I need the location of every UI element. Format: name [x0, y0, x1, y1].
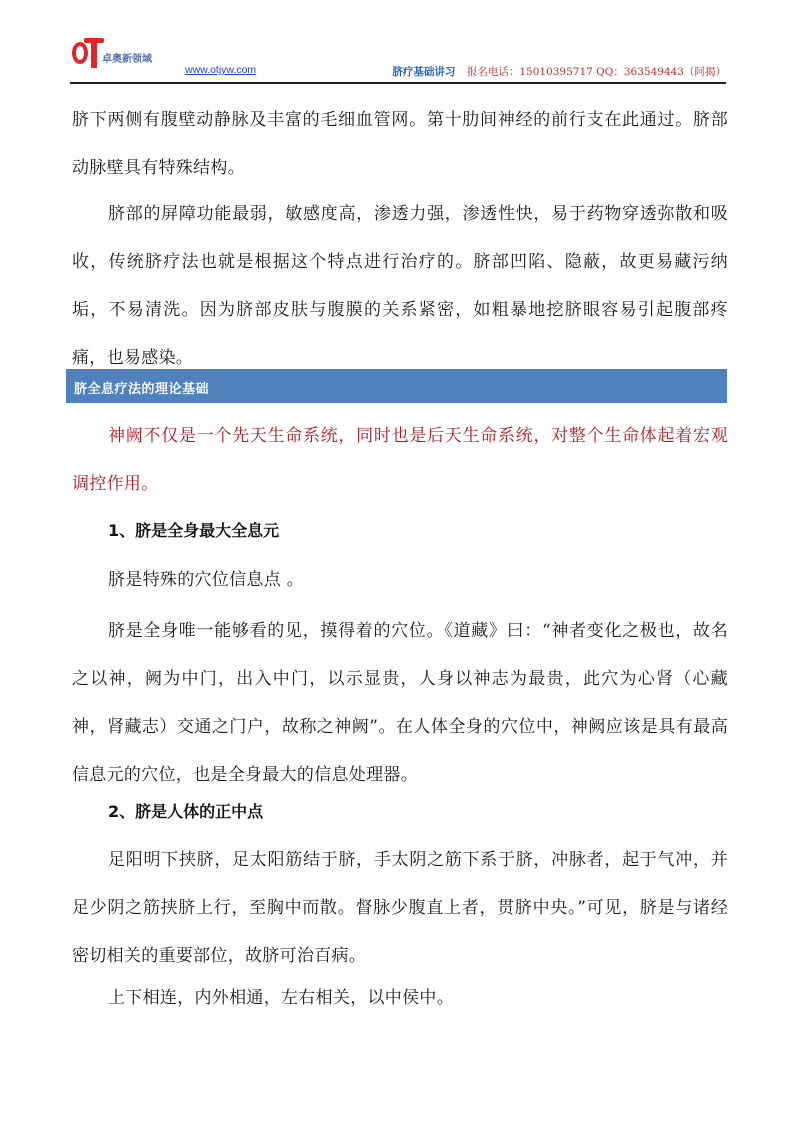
- section-title: 脐全息疗法的理论基础: [74, 382, 210, 397]
- section-intro: 神阙不仅是一个先天生命系统，同时也是后天生命系统，对整个生命体起着宏观调控作用。: [72, 426, 728, 494]
- page-header: [70, 34, 726, 82]
- subsection-2-body: 足阳明下挟脐，足太阳筋结于脐，手太阴之筋下系于脐，冲脉者，起于气冲，并足少阴之筋挟脐上行，至胸中而散。督脉少腹直上者，贯脐中央。”可见，脐是与诸经密切相关的重要部位，故脐可治百病。: [72, 850, 728, 966]
- contact-info: 报名电话：15010395717 QQ：363549443（阿揭）: [466, 66, 726, 78]
- site-link[interactable]: www.otjyw.com: [185, 64, 257, 76]
- course-title: 脐疗基础讲习: [392, 66, 456, 78]
- paragraph-2: 脐部的屏障功能最弱，敏感度高，渗透力强，渗透性快，易于药物穿透弥散和吸收，传统脐疗法也就是根据这个特点进行治疗的。脐部凹陷、隐蔽，故更易藏污纳垢，不易清洗。因为脐部皮肤与腹膜的关系紧密，如粗暴地挖脐眼容易引起腹部疼痛，也易感染。: [72, 204, 728, 368]
- subsection-1-heading: 1、脐是全身最大全息元: [108, 521, 280, 540]
- subsection-2-line: 上下相连，内外相通，左右相关，以中侯中。: [108, 988, 454, 1008]
- subsection-1-body: 脐是全身唯一能够看的见，摸得着的穴位。《道藏》曰：“神者变化之极也，故名之以神，阙为中门，出入中门，以示显贵，人身以神志为最贵，此穴为心肾（心藏神，肾藏志）交通之门户，故称之神阙”。在人体全身的穴位中，神阙应该是具有最高信息元的穴位，也是全身最大的信息处理器。: [72, 621, 728, 785]
- subsection-2-heading: 2、脐是人体的正中点: [108, 802, 264, 821]
- logo: [70, 34, 162, 70]
- header-info: [392, 64, 726, 79]
- paragraph-1: 脐下两侧有腹壁动静脉及丰富的毛细血管网。第十肋间神经的前行支在此通过。脐部动脉壁具有特殊结构。: [72, 110, 728, 178]
- subsection-1-line: 脐是特殊的穴位信息点 。: [108, 570, 305, 590]
- section-banner: [66, 369, 727, 403]
- logo-o-shape: [72, 42, 88, 64]
- logo-t-stem: [91, 42, 97, 68]
- logo-text: 卓奥新领域: [102, 54, 152, 65]
- header-divider: [70, 82, 726, 84]
